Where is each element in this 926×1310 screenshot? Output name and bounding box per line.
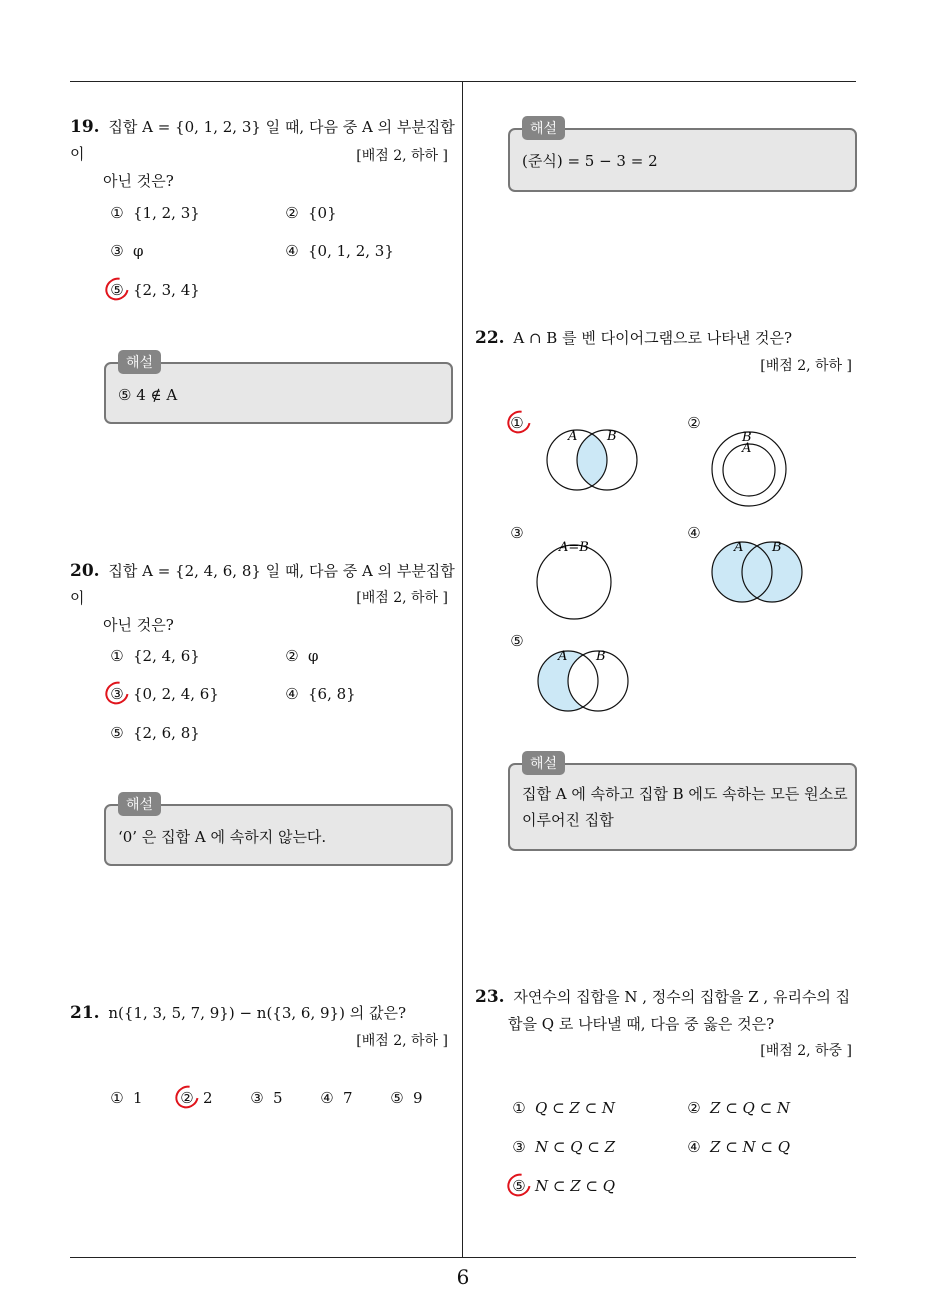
venn-diagram-difference [532,644,632,714]
question-22 [475,325,860,352]
option-3[interactable]: ③ [510,524,524,542]
question-number: 21. [70,1003,100,1023]
question-number: 22. [475,328,505,348]
page-number: 6 [456,1265,470,1289]
venn-diagram-union [706,535,808,605]
answer-circle-mark [101,273,133,305]
solution-text: (준식) = 5 − 3 = 2 [522,152,658,170]
option-2[interactable]: ② 2 [180,1089,213,1107]
option-2[interactable]: ② φ [285,647,319,665]
column-divider [462,82,463,1258]
solution-label: 해설 [522,116,565,140]
question-text: 집합 A = {0, 1, 2, 3} 일 때, 다음 중 A 의 부분집합이 [70,118,455,163]
solution-box [104,797,453,866]
option-1[interactable]: ① 1 [110,1089,143,1107]
score-meta: [배점 2, 하하 ] [760,358,852,374]
venn-label-a: A [558,649,568,664]
option-4[interactable]: ④ {0, 1, 2, 3} [285,242,394,260]
bottom-rule [70,1257,856,1258]
option-3[interactable]: ③ N ⊂ Q ⊂ Z [512,1138,616,1156]
solution-text: ‘0’ 은 집합 A 에 속하지 않는다. [118,828,327,846]
question-text: 집합 A = {2, 4, 6, 8} 일 때, 다음 중 A 의 부분집합이 [70,562,455,607]
question-text: A ∩ B 를 벤 다이어그램으로 나타낸 것은? [513,329,793,347]
solution-box [508,121,857,192]
option-5[interactable]: ⑤ [510,632,524,650]
question-number: 23. [475,987,505,1007]
score-meta: [배점 2, 하하 ] [356,590,448,606]
solution-label: 해설 [118,350,161,374]
question-number: 20. [70,561,100,581]
venn-diagram-intersection [540,425,644,495]
question-text-line2: 아닌 것은? [103,172,174,190]
option-4[interactable]: ④ [687,524,701,542]
option-1[interactable]: ① Q ⊂ Z ⊂ N [512,1099,616,1117]
venn-label-b: B [596,649,606,664]
answer-circle-mark [503,406,535,438]
option-5[interactable]: ⑤ {2, 3, 4} [110,281,200,299]
venn-label-b: B [772,540,782,555]
top-rule [70,81,856,82]
option-5[interactable]: ⑤ 9 [390,1089,423,1107]
question-text: n({1, 3, 5, 7, 9}) − n({3, 6, 9}) 의 값은? [108,1004,406,1022]
option-3[interactable]: ③ 5 [250,1089,283,1107]
option-4[interactable]: ④ 7 [320,1089,353,1107]
solution-text-line2: 이루어진 집합 [522,811,614,829]
question-text-line2: 합을 Q 로 나타낼 때, 다음 중 옳은 것은? [508,1015,775,1033]
question-number: 19. [70,117,100,137]
venn-label-a: A [568,429,578,444]
option-2[interactable]: ② [687,414,701,432]
question-text-line2: 아닌 것은? [103,616,174,634]
score-meta: [배점 2, 하하 ] [356,148,448,164]
question-23 [475,984,860,1038]
venn-label-a: A [742,441,752,456]
venn-label-b: B [742,430,752,445]
question-text: 자연수의 집합을 N , 정수의 집합을 Z , 유리수의 집 [513,988,851,1006]
solution-text: ⑤ 4 ∉ A [118,386,178,404]
option-4[interactable]: ④ Z ⊂ N ⊂ Q [687,1138,791,1156]
option-1[interactable]: ① [510,414,524,432]
solution-box [104,355,453,424]
answer-circle-mark [101,677,133,709]
venn-diagram-subset [706,425,792,511]
venn-diagram-equal [532,535,616,623]
option-5[interactable]: ⑤ N ⊂ Z ⊂ Q [512,1177,616,1195]
option-1[interactable]: ① {1, 2, 3} [110,204,200,222]
question-21 [70,1000,460,1027]
score-meta: [배점 2, 하중 ] [760,1043,852,1059]
option-1[interactable]: ① {2, 4, 6} [110,647,200,665]
venn-circle-ab [537,545,611,619]
score-meta: [배점 2, 하하 ] [356,1033,448,1049]
option-2[interactable]: ② Z ⊂ Q ⊂ N [687,1099,791,1117]
answer-circle-mark [503,1169,535,1201]
solution-text [522,781,848,833]
solution-text-line1: 집합 A 에 속하고 집합 B 에도 속하는 모든 원소로 [522,785,848,803]
solution-label: 해설 [522,751,565,775]
answer-circle-mark [171,1081,203,1113]
option-3[interactable]: ③ {0, 2, 4, 6} [110,685,219,703]
venn-label-a: A [734,540,744,555]
option-3[interactable]: ③ φ [110,242,144,260]
venn-label-ab: A=B [559,540,589,555]
venn-label-b: B [607,429,617,444]
solution-box [508,756,857,851]
option-5[interactable]: ⑤ {2, 6, 8} [110,724,200,742]
option-2[interactable]: ② {0} [285,204,337,222]
solution-label: 해설 [118,792,161,816]
option-4[interactable]: ④ {6, 8} [285,685,356,703]
